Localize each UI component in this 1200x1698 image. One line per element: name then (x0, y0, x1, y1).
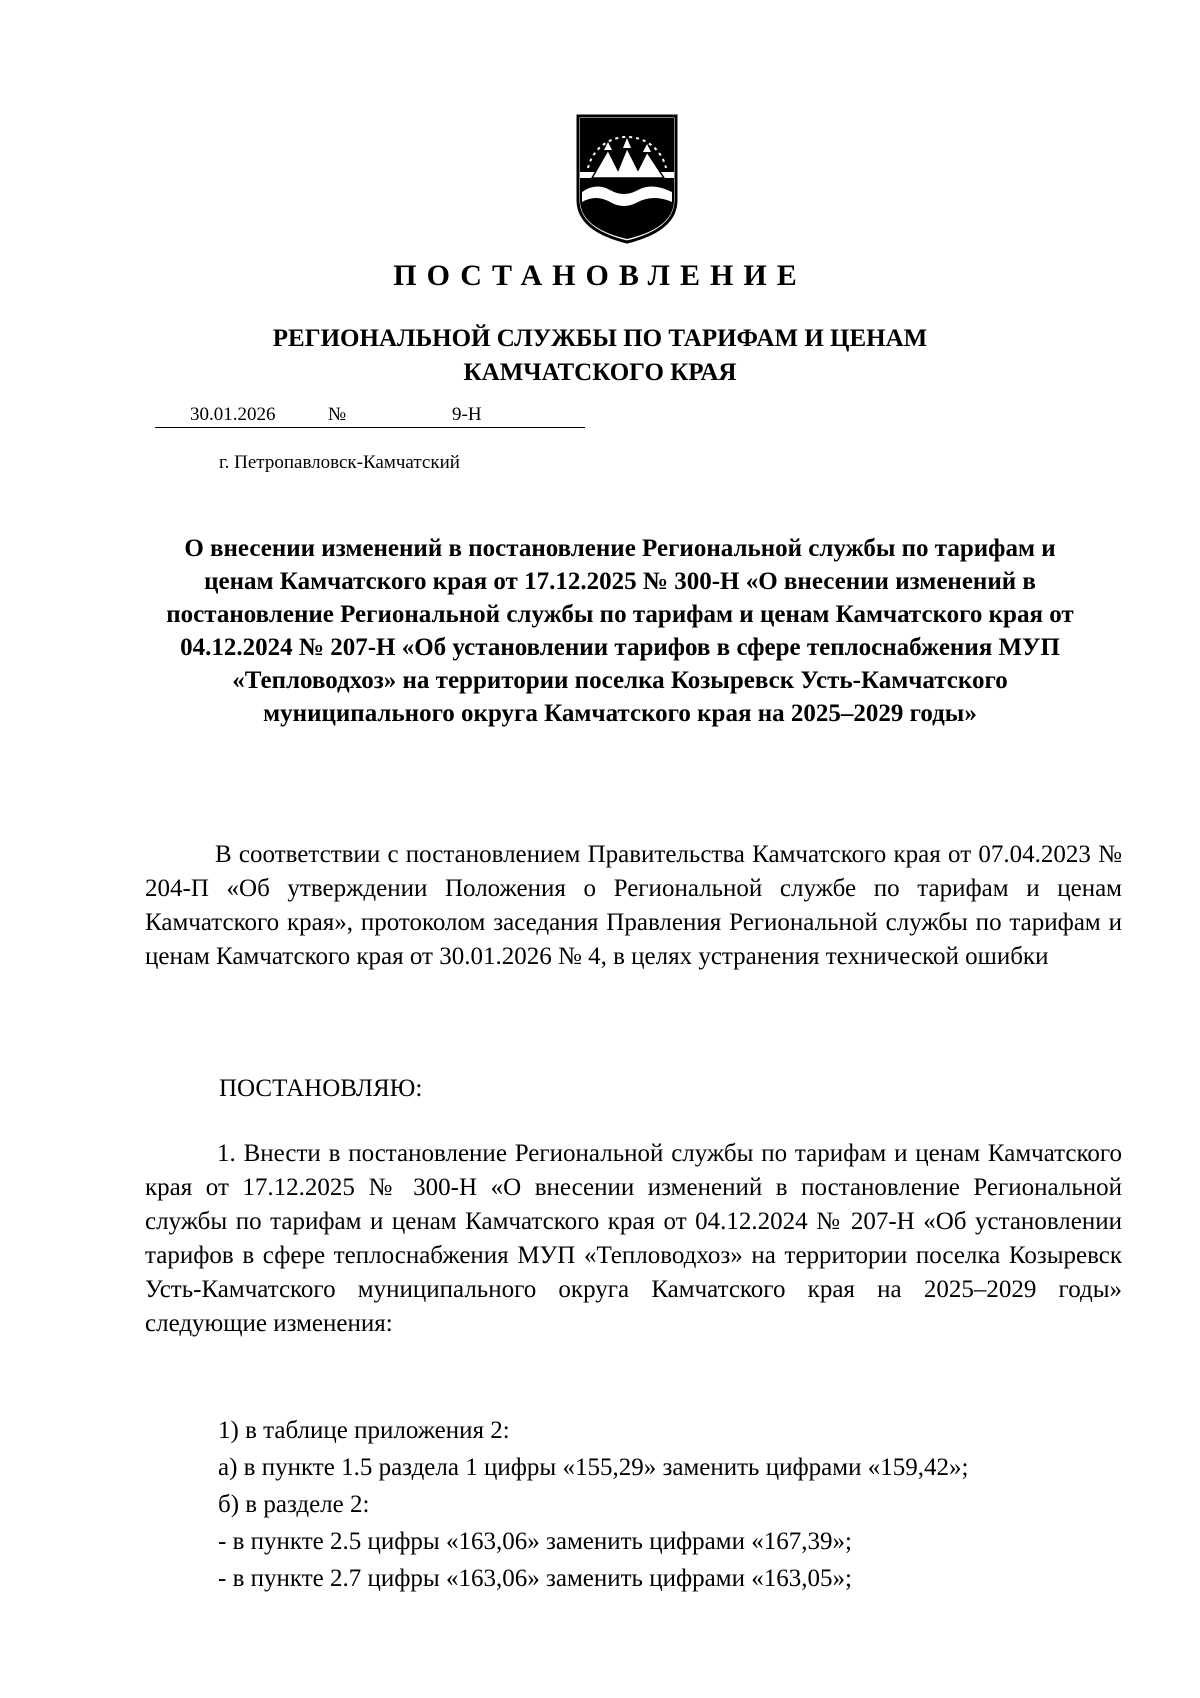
list-item: 1) в таблице приложения 2: (218, 1417, 510, 1444)
item-1-block (145, 1137, 1122, 1341)
list-item: а) в пункте 1.5 раздела 1 цифры «155,29» заменить цифрами «159,42»; (218, 1454, 969, 1481)
document-date: 30.01.2026 (190, 404, 276, 425)
kamchatka-coat-of-arms-icon (574, 112, 680, 245)
document-type-title: ПОСТАНОВЛЕНИЕ (393, 259, 807, 292)
item-1-paragraph: 1. Внести в постановление Региональной службы по тарифам и ценам Камчатского края от 17.12.2025 № 300-Н «О внесении изменений в постановление Региональной службы по тарифам и ценам Камчатского края от 04.12.2024 № 207-Н «Об установлении тарифов в сфере теплоснабжения МУП «Тепловодхоз» на территории поселка Козыревск Усть-Камчатского муниципального округа Камчатского края на 2025–2029 годы» следующие изменения: (145, 1140, 1122, 1337)
decree-word: ПОСТАНОВЛЯЮ: (219, 1075, 423, 1102)
registration-underline (155, 427, 585, 428)
list-item: - в пункте 2.7 цифры «163,06» заменить цифрами «163,05»; (218, 1565, 852, 1592)
document-city: г. Петропавловск-Камчатский (219, 452, 460, 473)
registration-line (155, 402, 585, 430)
document-subject-title: О внесении изменений в постановление Региональной службы по тарифам и ценам Камчатского края от 17.12.2025 № 300-Н «О внесении изменений в постановление Региональной службы по тарифам и ценам Камчатского края от 04.12.2024 № 207-Н «Об установлении тарифов в сфере теплоснабжения МУП «Тепловодхоз» на территории поселка Козыревск Усть-Камчатского муниципального округа Камчатского края на 2025–2029 годы» (166, 535, 1074, 727)
decree-block (145, 1072, 1122, 1106)
issuing-authority (0, 322, 1200, 390)
authority-line-2: КАМЧАТСКОГО КРАЯ (463, 359, 737, 386)
preamble-paragraph: В соответствии с постановлением Правительства Камчатского края от 07.04.2023 № 204-П «Об утверждении Положения о Региональной службе по тарифам и ценам Камчатского края», протоколом заседания Правления Региональной службы по тарифам и ценам Камчатского края от 30.01.2026 № 4, в целях устранения технической ошибки (145, 841, 1122, 970)
authority-line-1: РЕГИОНАЛЬНОЙ СЛУЖБЫ ПО ТАРИФАМ И ЦЕНАМ (272, 325, 928, 352)
number-sign: № (328, 404, 347, 425)
list-item: - в пункте 2.5 цифры «163,06» заменить цифрами «167,39»; (218, 1528, 852, 1555)
subitems-list (145, 1412, 1122, 1597)
document-number: 9-Н (452, 404, 482, 425)
preamble-block (145, 838, 1122, 974)
list-item: б) в разделе 2: (218, 1491, 370, 1518)
